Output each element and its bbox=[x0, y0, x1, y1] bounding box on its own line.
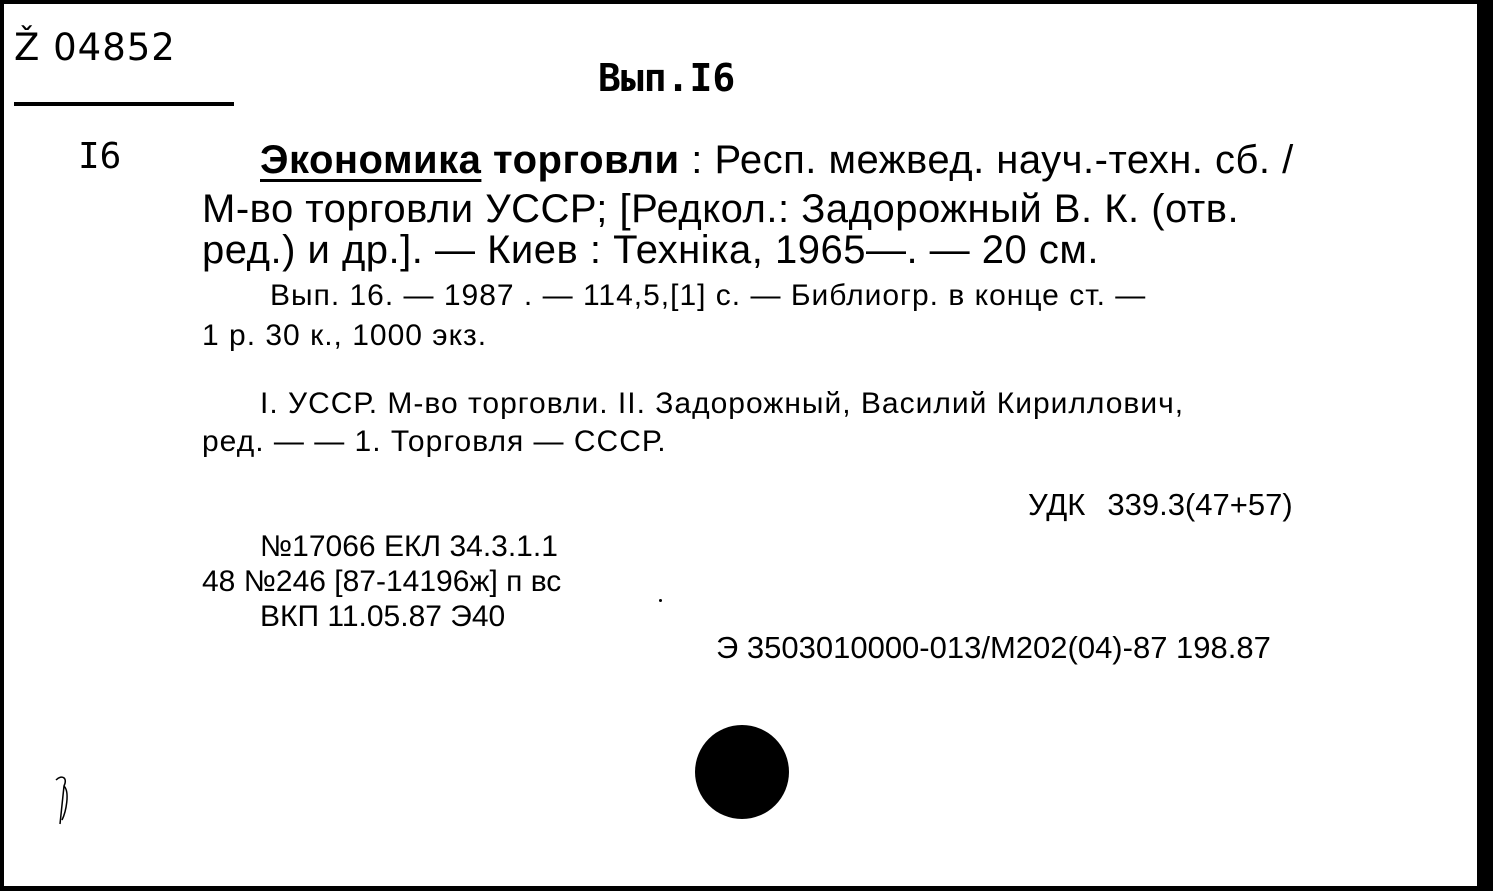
codes-line-3: ВКП 11.05.87 Э40 bbox=[260, 600, 506, 633]
issue-header: Вып.I6 bbox=[598, 56, 736, 100]
udk bbox=[1028, 487, 1293, 523]
codes-line-1: №17066 ЕКЛ 34.3.1.1 bbox=[260, 530, 558, 563]
issue-number: I6 bbox=[78, 136, 122, 177]
tracings-line-2: ред. — — 1. Торговля — СССР. bbox=[202, 425, 667, 458]
udk-label: УДК bbox=[1028, 487, 1086, 522]
entry-line-3: ред.) и др.]. — Киев : Техніка, 1965—. — 20 см. bbox=[202, 228, 1100, 272]
entry-line-1 bbox=[260, 138, 1294, 183]
entry-line-2: М-во торговли УССР; [Редкол.: Задорожный В. К. (отв. bbox=[202, 187, 1240, 231]
entry-line-1-tail: : Респ. межвед. науч.-техн. сб. / bbox=[691, 138, 1294, 182]
tracings-line-1: I. УССР. М-во торговли. II. Задорожный, Василий Кириллович, bbox=[260, 387, 1185, 420]
udk-code: 339.3(47+57) bbox=[1107, 487, 1293, 522]
description-line-1: Вып. 16. — 1987 . — 114,5,[1] с. — Библиогр. в конце ст. — bbox=[270, 279, 1147, 312]
entry-title-rest: торговли bbox=[493, 138, 680, 182]
shelf-mark-underline bbox=[14, 102, 234, 106]
ink-speck bbox=[659, 599, 662, 602]
handwritten-mark-icon bbox=[44, 772, 84, 837]
codes-line-2: 48 №246 [87-14196ж] п вс bbox=[202, 565, 562, 598]
description-line-2: 1 р. 30 к., 1000 экз. bbox=[202, 319, 488, 352]
entry-title: Экономика bbox=[260, 138, 482, 182]
isbn-line: Э 3503010000-013/М202(04)-87 198.87 bbox=[716, 630, 1271, 665]
shelf-mark: Ž 04852 bbox=[14, 26, 176, 69]
punch-hole-icon bbox=[695, 725, 789, 819]
